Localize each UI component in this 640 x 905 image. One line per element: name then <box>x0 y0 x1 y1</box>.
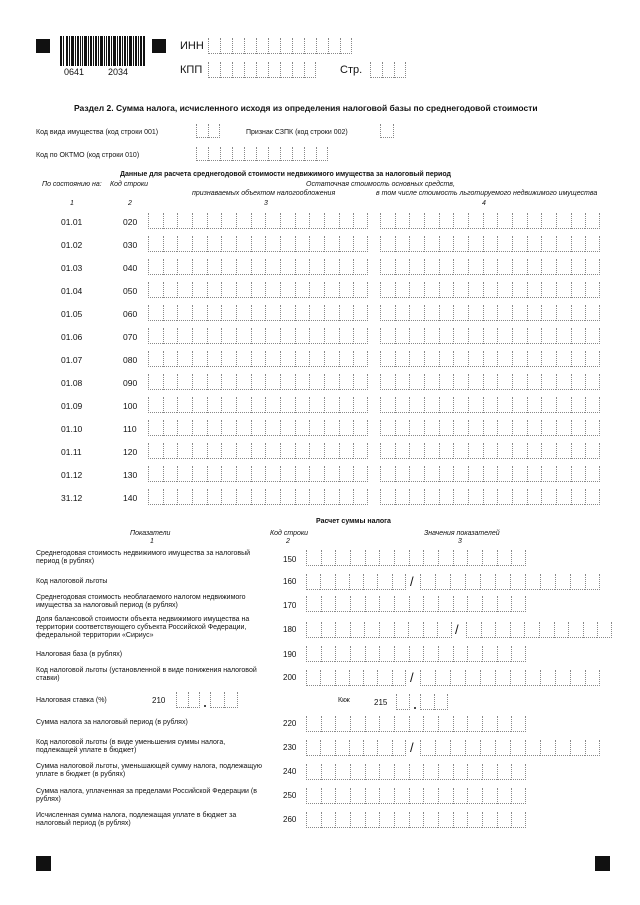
benefit-value-field[interactable] <box>380 374 600 390</box>
row-label: Код налоговой льготы (установленной в виде понижения налоговой ставки) <box>36 667 257 682</box>
row-code: 230 <box>283 743 297 752</box>
row-code: 040 <box>123 263 138 273</box>
residual-value-field[interactable] <box>148 466 368 482</box>
benefit-value-field[interactable] <box>380 351 600 367</box>
tax-amount-field[interactable] <box>306 716 526 732</box>
barcode-graphic <box>60 36 146 66</box>
page-number-field[interactable] <box>370 62 406 78</box>
share-numerator-field[interactable] <box>306 622 452 638</box>
row-code: 160 <box>283 577 297 586</box>
benefit-value-field[interactable] <box>380 397 600 413</box>
benefit-value-field[interactable] <box>380 259 600 275</box>
row-label: Среднегодовая стоимость недвижимого имущества за налоговый период (в рублях) <box>36 550 251 565</box>
share-denominator-field[interactable] <box>466 622 612 638</box>
avg-col-residual-sub: признаваемых объектом налогообложения <box>192 190 336 197</box>
residual-value-field[interactable] <box>148 420 368 436</box>
foreign-tax-field[interactable] <box>306 788 526 804</box>
oktmo-label: Код по ОКТМО (код строки 010) <box>36 152 140 159</box>
benefit-code-field[interactable] <box>306 574 406 590</box>
row-label: Сумма налоговой льготы, уменьшающей сумму налога, подлежащую уплате в бюджет (в рублях) <box>36 763 263 778</box>
tax-rate-integer-field[interactable] <box>176 692 200 708</box>
row-code: 140 <box>123 493 138 503</box>
residual-value-field[interactable] <box>148 282 368 298</box>
calc-col-num-1: 1 <box>150 538 154 545</box>
inn-field[interactable] <box>208 38 352 54</box>
avg-annual-value-field[interactable] <box>306 550 526 566</box>
row-label: Налоговая база (в рублях) <box>36 651 123 658</box>
row-date: 01.06 <box>61 332 83 342</box>
tax-rate-fraction-field[interactable] <box>210 692 238 708</box>
row-label: Доля балансовой стоимости объекта недвижимого имущества на территории соответствующего субъекта Российской Федерации, федеральной территории «Сириус» <box>36 616 250 639</box>
residual-value-field[interactable] <box>148 305 368 321</box>
row-code: 090 <box>123 378 138 388</box>
row-code: 110 <box>123 424 137 434</box>
row-code: 240 <box>283 767 297 776</box>
benefit-value-field[interactable] <box>380 282 600 298</box>
kkzh-code: 215 <box>374 698 388 707</box>
kkzh-fraction-field[interactable] <box>420 694 448 710</box>
residual-value-field[interactable] <box>148 489 368 505</box>
szpk-label: Признак СЗПК (код строки 002) <box>246 129 348 136</box>
row-code: 250 <box>283 791 297 800</box>
benefit-amount-field[interactable] <box>306 764 526 780</box>
barcode <box>60 36 146 66</box>
kkzh-label: Ккж <box>338 697 350 704</box>
page-label: Стр. <box>340 64 363 76</box>
row-code: 200 <box>283 673 297 682</box>
avg-col-benefit-sub: в том числе стоимость льготируемого недвижимого имущества <box>376 190 598 197</box>
row-date: 01.09 <box>61 401 83 411</box>
separator-slash: / <box>455 622 459 637</box>
rate-benefit-code-field-2[interactable] <box>420 670 600 686</box>
inn-label: ИНН <box>180 40 204 52</box>
row-date: 31.12 <box>61 493 83 503</box>
reduction-benefit-code-field-2[interactable] <box>420 740 600 756</box>
barcode-number-right: 2034 <box>108 67 129 77</box>
corner-marker-bottom-left <box>36 856 51 871</box>
row-date: 01.01 <box>61 217 83 227</box>
row-label: Исчисленная сумма налога, подлежащая уплате в бюджет за налоговый период (в рублях) <box>36 812 237 827</box>
row-code: 260 <box>283 815 297 824</box>
row-code: 080 <box>123 355 138 365</box>
benefit-value-field[interactable] <box>380 305 600 321</box>
corner-marker-bottom-right <box>595 856 610 871</box>
row-code: 120 <box>123 447 138 457</box>
calc-col-num-2: 2 <box>286 538 290 545</box>
row-label: Сумма налога, уплаченная за пределами Российской Федерации (в рублях) <box>36 788 257 803</box>
avg-col-num-3: 3 <box>264 200 268 207</box>
decimal-point <box>204 705 206 707</box>
row-code: 100 <box>123 401 138 411</box>
property-kind-field[interactable] <box>196 124 220 138</box>
separator-slash: / <box>410 740 414 755</box>
residual-value-field[interactable] <box>148 443 368 459</box>
benefit-value-field[interactable] <box>380 420 600 436</box>
avg-col-num-4: 4 <box>482 200 486 207</box>
row-code: 030 <box>123 240 138 250</box>
kpp-field[interactable] <box>208 62 316 78</box>
row-date: 01.11 <box>61 447 82 457</box>
avg-col-num-1: 1 <box>70 200 74 207</box>
avg-table-title: Данные для расчета среднегодовой стоимости недвижимого имущества за налоговый период <box>120 171 451 178</box>
row-date: 01.02 <box>61 240 83 250</box>
row-date: 01.10 <box>61 424 83 434</box>
benefit-value-field[interactable] <box>380 466 600 482</box>
row-code: 180 <box>283 625 297 634</box>
residual-value-field[interactable] <box>148 328 368 344</box>
row-code: 220 <box>283 719 297 728</box>
row-code: 190 <box>283 650 297 659</box>
kpp-label: КПП <box>180 64 203 76</box>
row-date: 01.12 <box>61 470 83 480</box>
szpk-field[interactable] <box>380 124 394 138</box>
benefit-code-field-2[interactable] <box>420 574 600 590</box>
calc-col-code: Код строки <box>270 530 309 537</box>
calc-col-num-3: 3 <box>458 538 462 545</box>
benefit-value-field[interactable] <box>380 213 600 229</box>
benefit-value-field[interactable] <box>380 489 600 505</box>
kkzh-integer-field[interactable] <box>396 694 410 710</box>
residual-value-field[interactable] <box>148 259 368 275</box>
avg-col-date: По состоянию на: <box>42 181 102 188</box>
benefit-value-field[interactable] <box>380 328 600 344</box>
row-label: Код налоговой льготы <box>36 578 108 585</box>
payable-tax-field[interactable] <box>306 812 526 828</box>
row-label: Среднегодовая стоимость необлагаемого налогом недвижимого имущества за налоговый период (в рублях) <box>36 594 246 609</box>
separator-slash: / <box>410 574 414 589</box>
row-date: 01.08 <box>61 378 83 388</box>
row-code: 060 <box>123 309 138 319</box>
calc-col-values: Значения показателей <box>424 530 500 537</box>
row-date: 01.04 <box>61 286 83 296</box>
row-date: 01.03 <box>61 263 83 273</box>
separator-slash: / <box>410 670 414 685</box>
residual-value-field[interactable] <box>148 351 368 367</box>
row-date: 01.05 <box>61 309 83 319</box>
avg-col-num-2: 2 <box>128 200 132 207</box>
oktmo-field[interactable] <box>196 147 328 161</box>
calc-title: Расчет суммы налога <box>316 518 391 525</box>
row-code: 210 <box>152 696 166 705</box>
exempt-value-field[interactable] <box>306 596 526 612</box>
property-kind-label: Код вида имущества (код строки 001) <box>36 129 159 136</box>
decimal-point <box>414 707 416 709</box>
row-label: Код налоговой льготы (в виде уменьшения суммы налога, подлежащей уплате в бюджет) <box>36 739 226 754</box>
row-code: 150 <box>283 555 297 564</box>
row-code: 020 <box>123 217 138 227</box>
row-code: 050 <box>123 286 138 296</box>
benefit-value-field[interactable] <box>380 443 600 459</box>
corner-marker-top-left <box>36 39 50 53</box>
benefit-value-field[interactable] <box>380 236 600 252</box>
tax-base-field[interactable] <box>306 646 526 662</box>
residual-value-field[interactable] <box>148 397 368 413</box>
residual-value-field[interactable] <box>148 236 368 252</box>
corner-marker-top-right <box>152 39 166 53</box>
calc-col-indicators: Показатели <box>130 530 171 537</box>
avg-col-residual-header: Остаточная стоимость основных средств, <box>306 181 455 188</box>
row-code: 070 <box>123 332 138 342</box>
row-code: 130 <box>123 470 138 480</box>
row-date: 01.07 <box>61 355 83 365</box>
row-label: Налоговая ставка (%) <box>36 697 107 704</box>
section-title: Раздел 2. Сумма налога, исчисленного исходя из определения налоговой базы по среднегодовой стоимости <box>74 103 538 113</box>
rate-benefit-code-field[interactable] <box>306 670 406 686</box>
row-label: Сумма налога за налоговый период (в рублях) <box>36 719 188 726</box>
residual-value-field[interactable] <box>148 374 368 390</box>
residual-value-field[interactable] <box>148 213 368 229</box>
barcode-number-left: 0641 <box>64 67 85 77</box>
row-code: 170 <box>283 601 297 610</box>
reduction-benefit-code-field[interactable] <box>306 740 406 756</box>
avg-col-code: Код строки <box>110 181 149 188</box>
